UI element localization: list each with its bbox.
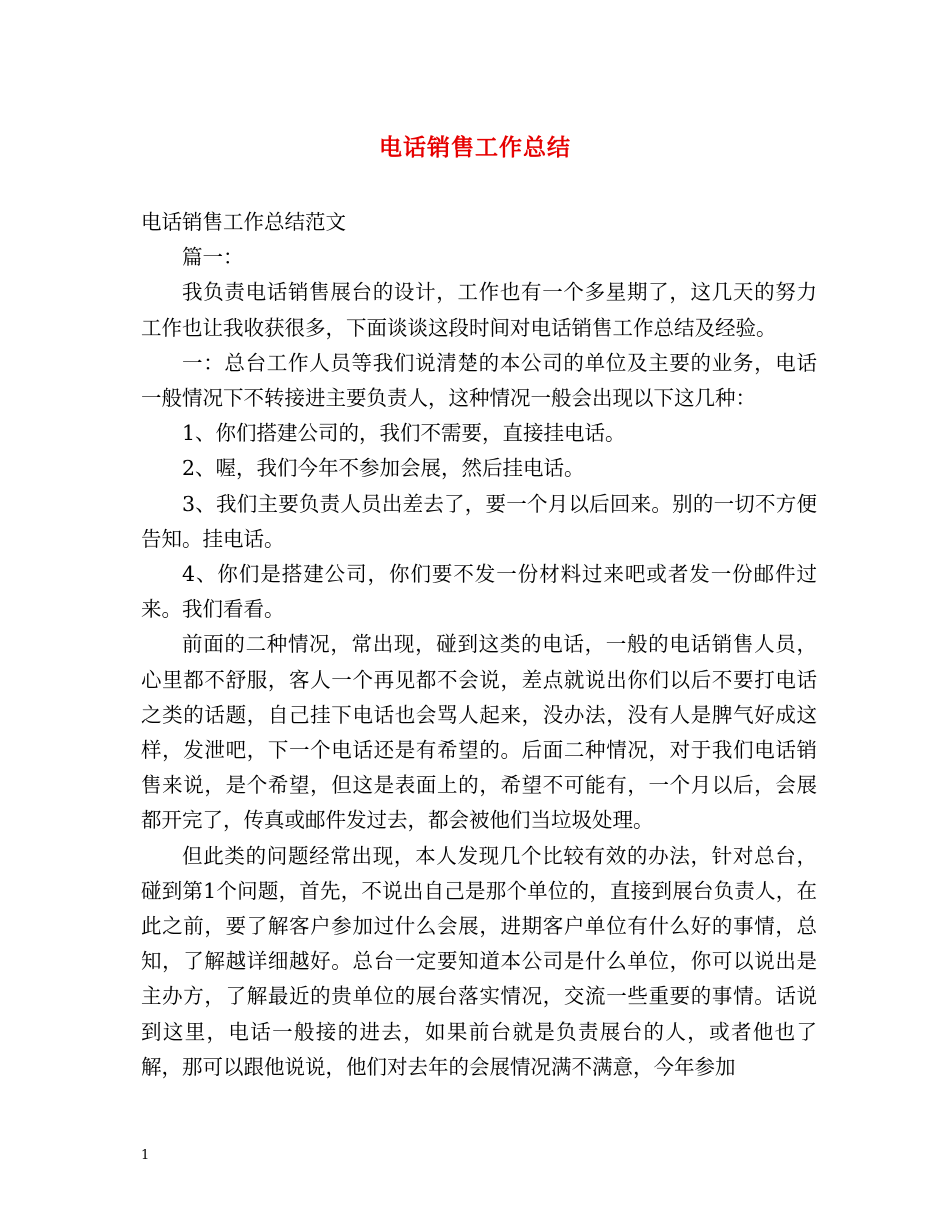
subtitle-paragraph: 电话销售工作总结范文: [141, 210, 346, 234]
list-item: 1、你们搭建公司的，我们不需要，直接挂电话。: [182, 421, 626, 446]
body-paragraph: 我负责电话销售展台的设计，工作也有一个多星期了，这几天的努力工作也让我收获很多，下面谈谈这段时间对电话销售工作总结及经验。: [141, 280, 817, 340]
document-body: [141, 205, 817, 1085]
body-paragraph: 一：总台工作人员等我们说清楚的本公司的单位及主要的业务，电话一般情况下不转接进主要负责人，这种情况一般会出现以下这几种：: [141, 350, 817, 411]
page-number: 1: [141, 1148, 150, 1163]
list-item: 2、喔，我们今年不参加会展，然后挂电话。: [182, 456, 585, 481]
body-paragraph: 但此类的问题经常出现，本人发现几个比较有效的办法，针对总台，碰到第1个问题，首先，不说出自己是那个单位的，直接到展台负责人，在此之前，要了解客户参加过什么会展，进期客户单位有什么好的事情，总知，了解越详细越好。总台一定要知道本公司是什么单位，你可以说出是主办方，了解最近的贵单位的展台落实情况，交流一些重要的事情。话说到这里，电话一般接的进去，如果前台就是负责展台的人，或者他也了解，那可以跟他说说，他们对去年的会展情况满不满意，今年参加: [141, 843, 817, 1079]
section-heading: 篇一：: [182, 245, 244, 270]
list-item: 4、你们是搭建公司，你们要不发一份材料过来吧或者发一份邮件过来。我们看看。: [141, 562, 817, 622]
document-title: 电话销售工作总结: [379, 134, 571, 161]
body-paragraph: 前面的二种情况，常出现，碰到这类的电话，一般的电话销售人员，心里都不舒服，客人一个再见都不会说，差点就说出你们以后不要打电话之类的话题，自己挂下电话也会骂人起来，没办法，没有人是脾气好成这样，发泄吧，下一个电话还是有希望的。后面二种情况，对于我们电话销售来说，是个希望，但这是表面上的，希望不可能有，一个月以后，会展都开完了，传真或邮件发过去，都会被他们当垃圾处理。: [141, 632, 817, 833]
list-item: 3、我们主要负责人员出差去了，要一个月以后回来。别的一切不方便告知。挂电话。: [141, 491, 817, 551]
